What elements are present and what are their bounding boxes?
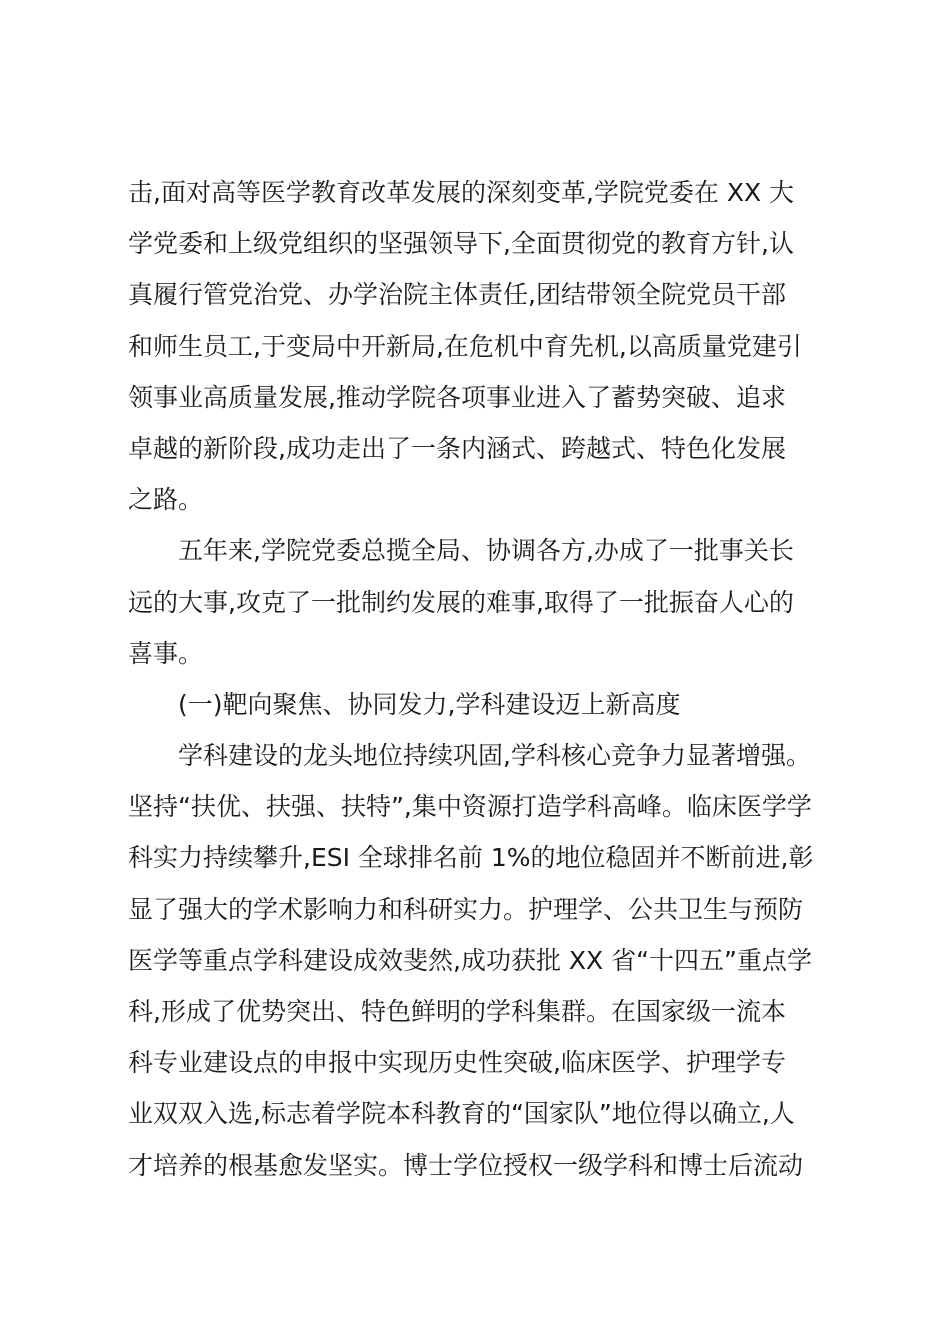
paragraph-1 (128, 167, 822, 525)
section-heading (128, 679, 822, 730)
text-line: 坚持“扶优、扶强、扶特”,集中资源打造学科高峰。临床医学学 (128, 792, 812, 822)
text-line: 医学等重点学科建设成效斐然,成功获批 XX 省“十四五”重点学 (128, 945, 812, 975)
paragraph-3 (128, 730, 822, 1191)
text-line: 业双双入选,标志着学院本科教育的“国家队”地位得以确立,人 (128, 1099, 795, 1129)
text-line: 领事业高质量发展,推动学院各项事业进入了蓄势突破、追求 (128, 382, 786, 412)
text-line: 喜事。 (128, 638, 204, 668)
heading-line: (一)靶向聚焦、协同发力,学科建设迈上新高度 (178, 689, 681, 719)
text-line: 之路。 (128, 485, 204, 515)
text-line: 学党委和上级党组织的坚强领导下,全面贯彻党的教育方针,认 (128, 229, 794, 259)
text-line: 才培养的根基愈发坚实。博士学位授权一级学科和博士后流动 (128, 1150, 804, 1180)
text-line: 显了强大的学术影响力和科研实力。护理学、公共卫生与预防 (128, 894, 804, 924)
text-line: 远的大事,攻克了一批制约发展的难事,取得了一批振奋人心的 (128, 587, 794, 617)
text-line: 科实力持续攀升,ESI 全球排名前 1%的地位稳固并不断前进,彰 (128, 843, 814, 873)
text-line: 和师生员工,于变局中开新局,在危机中育先机,以高质量党建引 (128, 331, 802, 361)
text-line: 学科建设的龙头地位持续巩固,学科核心竞争力显著增强。 (178, 741, 811, 771)
paragraph-2 (128, 525, 822, 679)
text-line: 击,面对高等医学教育改革发展的深刻变革,学院党委在 XX 大 (128, 178, 795, 207)
text-line: 真履行管党治党、办学治院主体责任,团结带领全院党员干部 (128, 280, 786, 310)
text-line: 卓越的新阶段,成功走出了一条内涵式、跨越式、特色化发展 (128, 433, 786, 463)
body-text (128, 167, 822, 1191)
text-line: 科专业建设点的申报中实现历史性突破,临床医学、护理学专 (128, 1048, 786, 1078)
text-line: 五年来,学院党委总揽全局、协调各方,办成了一批事关长 (178, 536, 794, 566)
text-line: 科,形成了优势突出、特色鲜明的学科集群。在国家级一流本 (128, 997, 786, 1026)
